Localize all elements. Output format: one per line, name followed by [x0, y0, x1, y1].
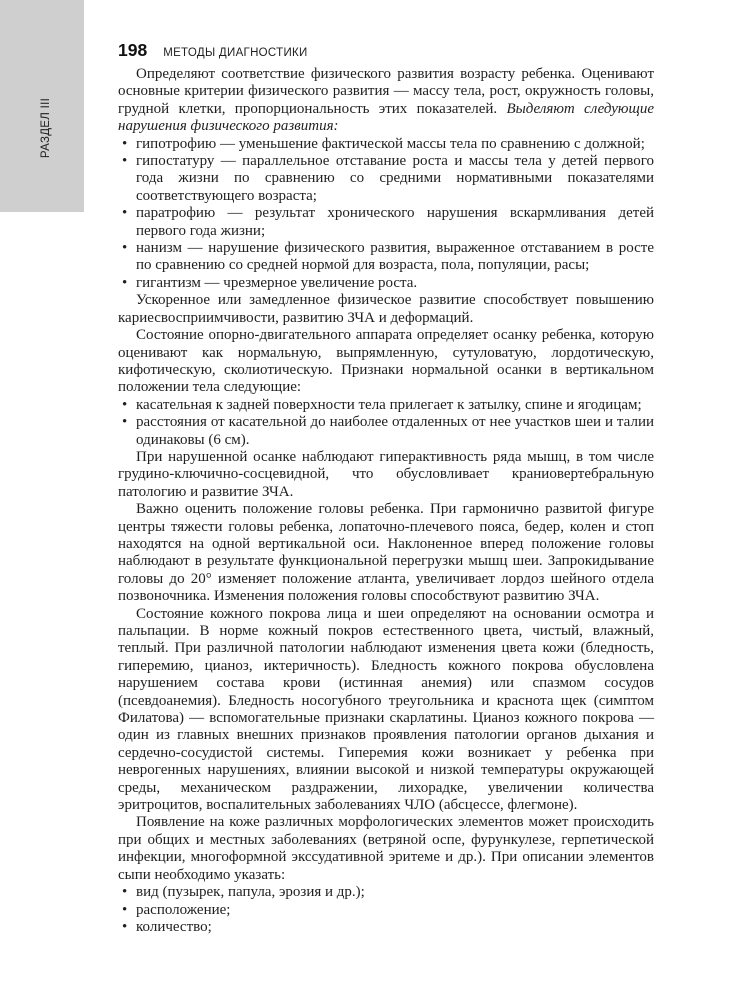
paragraph: Состояние кожного покрова лица и шеи определяют на основании осмотра и пальпации. В норме кожный покров естественного цвета, чистый, влажный, теплый. При различной патологии наблюдают изменения цвета кожи (бледность, гиперемию, цианоз, иктеричность). Бледность кожного покрова обусловлена нарушением состава крови (истинная анемия) или спазмом сосудов (псевдоанемия). Бледность носогубного треугольника и краснота щек (симптом Филатова) — вспомогательные признаки скарлатины. Цианоз кожного покрова — один из главных внешних признаков проявления патологии органов дыхания и сердечно-сосудистой системы. Гиперемия кожи возникает у ребенка при неврогенных нарушениях, влиянии высокой и низкой температуры окружающей среды, механическом раздражении, лихорадке, увеличении количества эритроцитов, воспалительных заболеваниях ЧЛО (абсцессе, флегмоне). — [118, 605, 654, 814]
list-item: • количество; — [118, 919, 654, 936]
italic-lead-in: Выделяют следующие нарушения физического развития: — [118, 100, 654, 135]
list-item: • гигантизм — чрезмерное увеличение роста. — [118, 275, 654, 292]
list-item: • расположение; — [118, 902, 654, 919]
running-head: МЕТОДЫ ДИАГНОСТИКИ — [163, 47, 308, 59]
section-label: РАЗДЕЛ III — [40, 97, 52, 159]
page-number: 198 — [118, 40, 148, 60]
paragraph — [118, 66, 654, 136]
paragraph-text: Определяют соответствие физического развития возрасту ребенка. Оценивают основные критерии физического развития — массу тела, рост, окружность головы, грудной клетки, пропорциональность этих показателей. — [118, 66, 654, 117]
list-item: • гипостатуру — параллельное отставание роста и массы тела у детей первого года жизни по сравнению со средними нормативными показателями соответствующего возраста; — [118, 153, 654, 205]
paragraph: Важно оценить положение головы ребенка. При гармонично развитой фигуре центры тяжести головы ребенка, лопаточно-плечевого пояса, бедер, колен и стоп находятся на одной вертикальной оси. Наклоненное вперед положение головы наблюдают в результате функциональной перегрузки мышц шеи. Запрокидывание головы до 20° изменяет положение атланта, увеличивает лордоз шейного отдела позвоночника. Изменения положения головы способствуют развитию ЗЧА. — [118, 501, 654, 605]
paragraph: При нарушенной осанке наблюдают гиперактивность ряда мышц, в том числе грудино-ключично-сосцевидной, что обусловливает краниовертебральную патологию и развитие ЗЧА. — [118, 448, 654, 500]
paragraph: Ускоренное или замедленное физическое развитие способствует повышению кариесвосприимчивости, развитию ЗЧА и деформаций. — [118, 292, 654, 326]
bullet-list-development — [118, 136, 654, 293]
bullet-list-posture — [118, 397, 654, 449]
paragraph: Появление на коже различных морфологических элементов может происходить при общих и местных заболеваниях (ветряной оспе, фурункулезе, герпетической инфекции, многоформной экссудативной эритеме и др.). При описании элементов сыпи необходимо указать: — [118, 814, 654, 883]
bullet-list-rash — [118, 884, 654, 936]
list-item: • паратрофию — результат хронического нарушения вскармливания детей первого года жизни; — [118, 205, 654, 240]
section-side-tab — [0, 0, 84, 212]
page-header — [118, 40, 308, 61]
list-item: • вид (пузырек, папула, эрозия и др.); — [118, 884, 654, 901]
list-item: • гипотрофию — уменьшение фактической массы тела по сравнению с должной; — [118, 136, 654, 153]
page-body — [118, 66, 654, 936]
list-item: • расстояния от касательной до наиболее отдаленных от нее участков шеи и талии одинаковы (6 см). — [118, 414, 654, 449]
list-item: • касательная к задней поверхности тела прилегает к затылку, спине и ягодицам; — [118, 397, 654, 414]
list-item: • нанизм — нарушение физического развития, выраженное отставанием в росте по сравнению со средней нормой для возраста, пола, популяции, расы; — [118, 240, 654, 275]
paragraph: Состояние опорно-двигательного аппарата определяет осанку ребенка, которую оценивают как нормальную, выпрямленную, сутуловатую, лордотическую, кифотическую, сколиотическую. Признаки нормальной осанки в вертикальном положении тела следующие: — [118, 327, 654, 396]
